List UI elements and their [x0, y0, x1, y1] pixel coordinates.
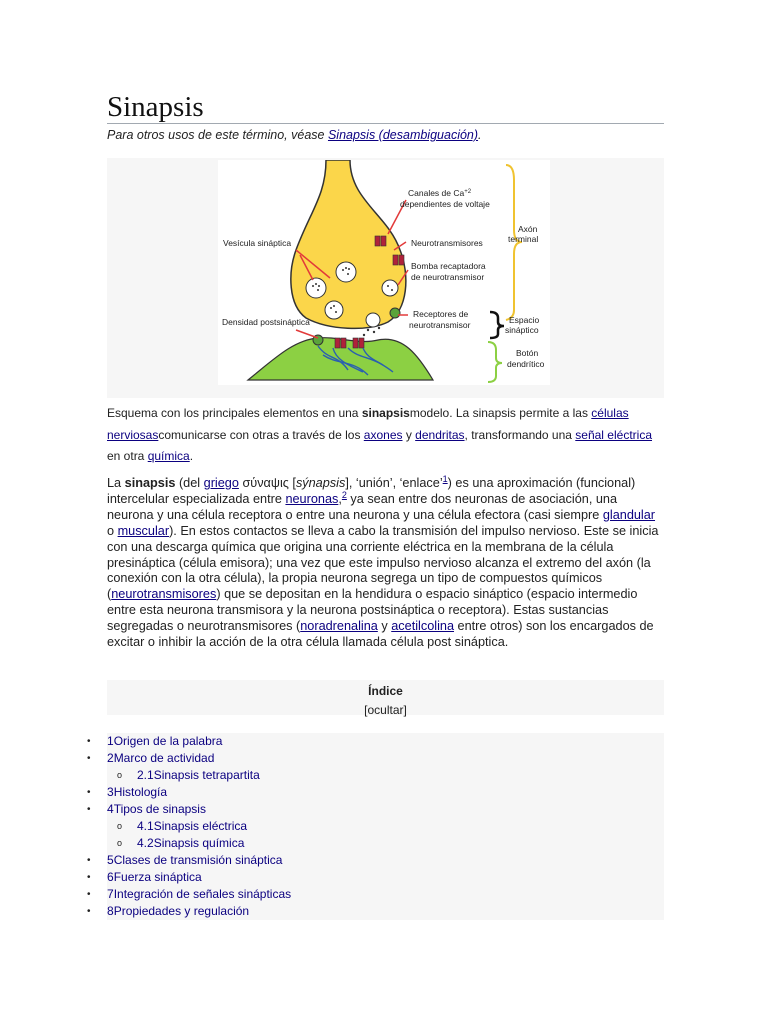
body-text: ). En estos contactos se lleva a cabo la transmisión del impulso nervioso. Este se inicia con una descarga química que origina una corriente eléctrica en la membrana de la célula presináptica (célula emisora); una vez que este impulso nervioso alcanza el extremo del axón (la conexión con la otra célula), la propia neurona segrega un tipo de compuestos químicos (	[107, 523, 659, 602]
toc-toggle-button[interactable]: [ocultar]	[364, 703, 407, 717]
bullet-icon: •	[87, 872, 91, 883]
toc-number: 2	[107, 751, 114, 765]
hatnote	[107, 128, 482, 142]
toc-number: 5	[107, 853, 114, 867]
toc-link[interactable]	[137, 835, 244, 852]
bullet-icon: •	[87, 753, 91, 764]
body-italic: sýnapsis	[295, 476, 346, 490]
label-boton: Botón	[516, 348, 539, 358]
label-neurotransmisores: Neurotransmisores	[411, 238, 483, 248]
link-acetilcolina[interactable]: acetilcolina	[391, 619, 455, 634]
body-text: ], ‘unión’, ‘enlace’	[345, 476, 443, 490]
body-text: ) que se depositan en la hendidura o espacio sináptico (espacio intermedio entre esta neurona transmisora y la neurona postsináptica o receptora). Estas sustancias segregadas o neurotransmisores (	[107, 587, 638, 634]
toc-label: Integración de señales sinápticas	[113, 887, 292, 901]
body-text: ,	[338, 491, 342, 506]
toc-label: Propiedades y regulación	[113, 904, 250, 918]
caption-text: comunicarse con otras a través de los	[158, 427, 364, 442]
toc-item[interactable]	[87, 903, 664, 920]
link-griego[interactable]: griego	[203, 476, 239, 490]
toc-link[interactable]	[107, 751, 214, 765]
toc-label: Origen de la palabra	[113, 734, 223, 748]
caption-text: y	[402, 427, 416, 442]
link-neurotransmisores[interactable]: neurotransmisores	[111, 587, 217, 602]
toc-link[interactable]	[107, 853, 282, 867]
toc-link[interactable]	[107, 870, 202, 884]
toc-item[interactable]	[87, 801, 664, 818]
hatnote-suffix: .	[478, 128, 482, 142]
bullet-icon: •	[87, 736, 91, 747]
figure-caption	[107, 403, 664, 468]
link-quimica[interactable]: química	[147, 449, 190, 463]
body-text: (del	[175, 476, 204, 490]
hatnote-text: Para otros usos de este término, véase	[107, 128, 328, 142]
link-dendritas[interactable]: dendritas	[415, 427, 465, 442]
caption-text: modelo. La sinapsis permite a las	[409, 406, 592, 420]
title-divider	[107, 123, 664, 124]
toc-item[interactable]	[87, 733, 664, 750]
bullet-icon: o	[117, 770, 123, 780]
link-glandular[interactable]: glandular	[602, 507, 656, 522]
body-text: o	[107, 523, 118, 538]
ref-1[interactable]: 1	[442, 473, 448, 484]
synapse-diagram[interactable]	[218, 160, 550, 385]
bullet-icon: •	[87, 906, 91, 917]
link-axones[interactable]: axones	[363, 427, 403, 442]
toc-item[interactable]	[107, 767, 664, 784]
label-axon-2: terminal	[508, 234, 539, 244]
bullet-icon: o	[117, 838, 123, 848]
toc-link[interactable]	[107, 802, 206, 816]
caption-text: , transformando una	[464, 427, 576, 442]
toc-item[interactable]	[87, 784, 664, 801]
toc-label: Sinapsis tetrapartita	[153, 768, 260, 782]
toc-link[interactable]	[137, 818, 247, 835]
body-bold: sinapsis	[124, 476, 176, 490]
toc-number: 6	[107, 870, 114, 884]
toc-item[interactable]	[87, 750, 664, 767]
label-axon: Axón	[518, 224, 538, 234]
intro-paragraph	[107, 473, 664, 651]
link-senal-electrica[interactable]: señal eléctrica	[575, 427, 652, 442]
label-espacio-2: sináptico	[505, 325, 539, 335]
bullet-icon: o	[117, 821, 123, 831]
body-text: ya sean entre dos neuronas de asociación, una neurona y una célula receptora o entre una neurona y una célula efectora (casi siempre	[107, 491, 618, 522]
toc-label: Fuerza sináptica	[113, 870, 202, 884]
caption-text: .	[189, 449, 194, 463]
bullet-icon: •	[87, 804, 91, 815]
toc-link[interactable]	[107, 785, 167, 799]
toc-label: Tipos de sinapsis	[113, 802, 206, 816]
toc-number: 2.1	[137, 768, 154, 782]
toc-label: Marco de actividad	[113, 751, 215, 765]
label-boton-2: dendrítico	[507, 359, 545, 369]
caption-text: Esquema con los principales elementos en una	[107, 406, 362, 420]
caption-bold: sinapsis	[361, 406, 410, 420]
toc-title: Índice	[368, 684, 403, 698]
toc-item[interactable]	[107, 818, 664, 835]
toc-number: 8	[107, 904, 114, 918]
toc-list	[0, 733, 664, 920]
caption-text: en otra	[107, 449, 148, 463]
toc-item[interactable]	[87, 886, 664, 903]
toc-label: Clases de transmisión sináptica	[113, 853, 283, 867]
toc-number: 1	[107, 734, 114, 748]
link-celulas-nerviosas[interactable]: células nerviosas	[107, 406, 629, 442]
label-vesicula: Vesícula sináptica	[223, 238, 292, 248]
body-text: La	[107, 476, 125, 490]
toc-number: 4.2	[137, 836, 154, 850]
link-neuronas[interactable]: neuronas	[285, 491, 339, 506]
bullet-icon: •	[87, 787, 91, 798]
toc-number: 7	[107, 887, 114, 901]
toc-link[interactable]	[107, 904, 249, 918]
body-text: y	[377, 619, 392, 634]
toc-number: 4	[107, 802, 114, 816]
toc-label: Histología	[113, 785, 168, 799]
toc-number: 4.1	[137, 819, 154, 833]
body-text: σύναψις [	[238, 476, 296, 490]
toc-item[interactable]	[87, 869, 664, 886]
toc-item[interactable]	[87, 852, 664, 869]
label-receptores: Receptores de	[413, 309, 469, 319]
disambiguation-link[interactable]: Sinapsis (desambiguación)	[327, 128, 479, 142]
label-bomba: Bomba recaptadora	[411, 261, 486, 271]
toc-link[interactable]	[137, 767, 260, 784]
toc-label: Sinapsis eléctrica	[153, 819, 248, 833]
link-muscular[interactable]: muscular	[117, 523, 170, 538]
toc-item[interactable]	[107, 835, 664, 852]
label-canales: Canales de $Ca^{+2}$	[408, 188, 472, 198]
label-espacio: Espacio	[509, 315, 540, 325]
body-text: entre otros) son los encargados de excitar o inhibir la acción de la otra célula llamada célula post sináptica.	[107, 619, 654, 650]
body-text: ) es una aproximación (funcional) intercelular especializada entre	[107, 476, 636, 506]
toc-link[interactable]	[107, 734, 222, 748]
ref-2[interactable]: 2	[341, 489, 347, 500]
toc-link[interactable]	[107, 887, 291, 901]
page-title: Sinapsis	[107, 91, 204, 123]
bullet-icon: •	[87, 889, 91, 900]
link-noradrenalina[interactable]: noradrenalina	[300, 619, 378, 634]
bullet-icon: •	[87, 855, 91, 866]
label-bomba-2: de neurotransmisor	[411, 272, 485, 282]
label-densidad: Densidad postsináptica	[222, 317, 310, 327]
toc-header	[107, 680, 664, 715]
label-receptores-2: neurotransmisor	[409, 320, 471, 330]
label-canales-2: dependientes de voltaje	[400, 199, 490, 209]
toc-number: 3	[107, 785, 114, 799]
toc-label: Sinapsis química	[153, 836, 245, 850]
